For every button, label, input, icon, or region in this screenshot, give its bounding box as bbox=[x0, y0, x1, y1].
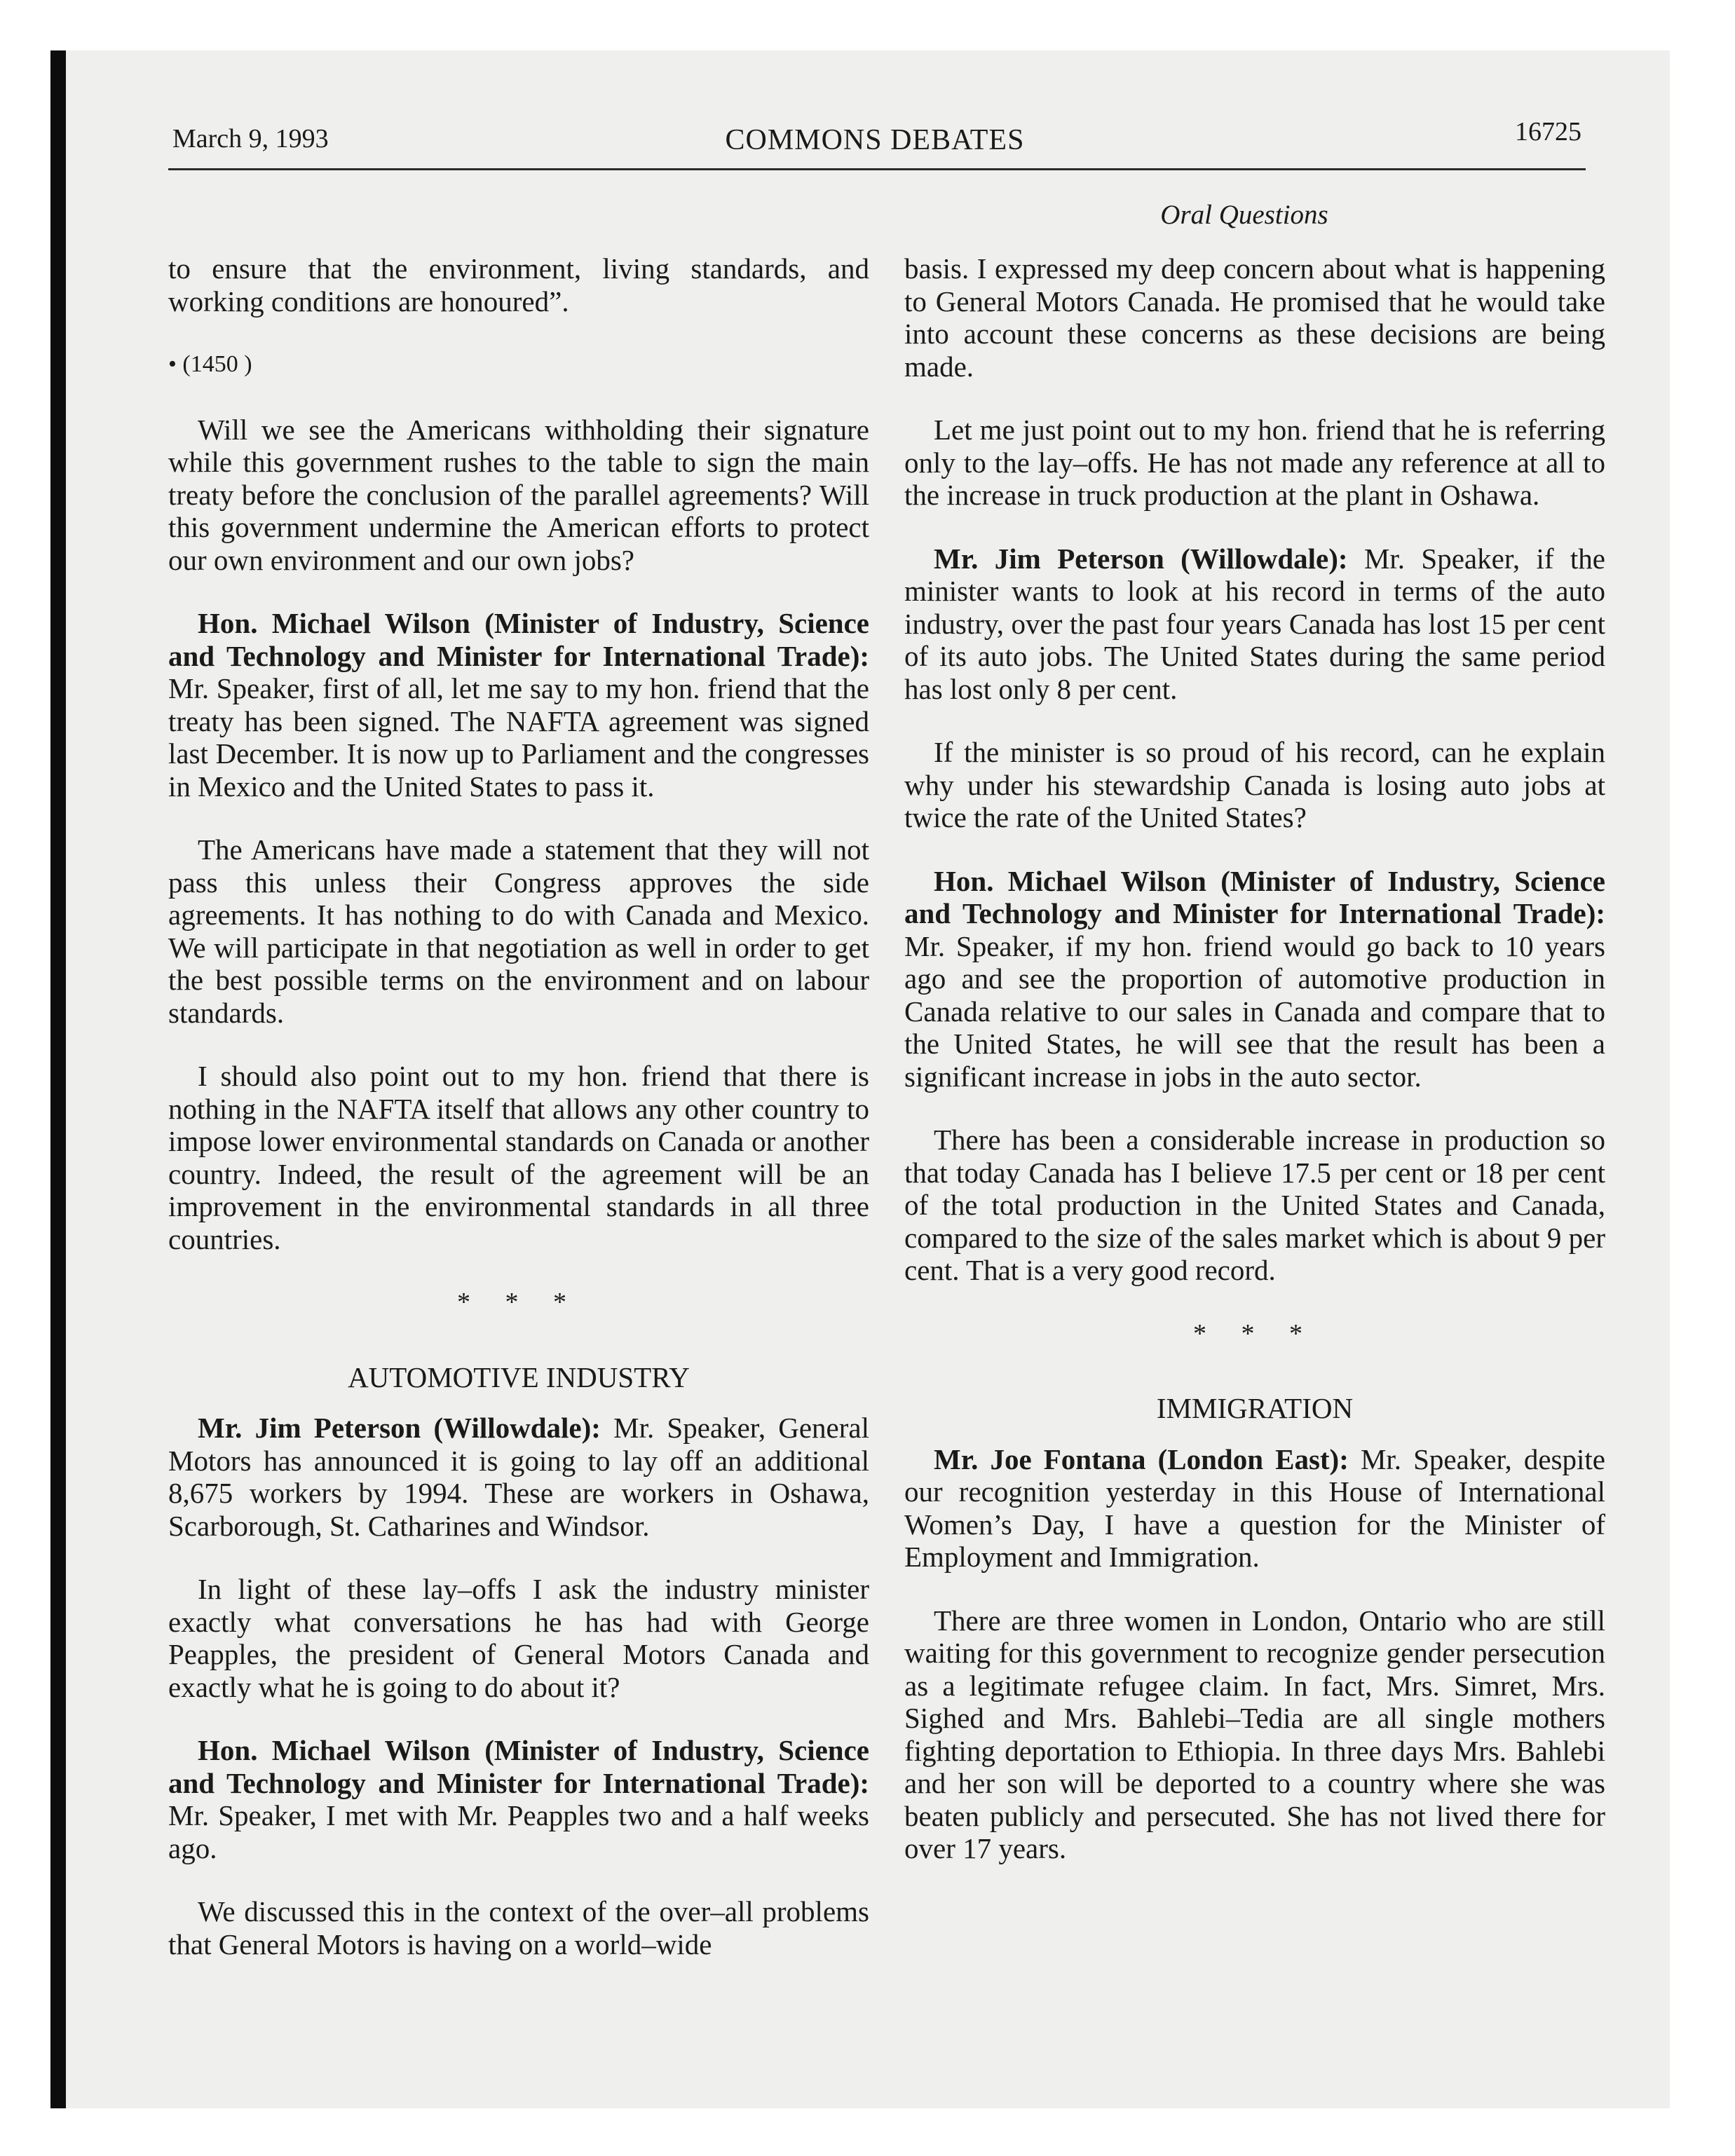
header-title: COMMONS DEBATES bbox=[725, 124, 1025, 156]
speech-text: Mr. Speaker, General Motors has announced it is going to lay off an additional 8,675 workers by 1994. These are workers in Oshawa, Scarborough, St. Catharines and Windsor. bbox=[168, 1412, 869, 1542]
speech-paragraph bbox=[168, 1412, 869, 1542]
paragraph: In light of these lay–offs I ask the industry minister exactly what conversations he has had with George Peapples, the president of General Motors Canada and exactly what he is going to do about it? bbox=[168, 1573, 869, 1703]
section-separator: * * * bbox=[1193, 1318, 1316, 1349]
speech-paragraph bbox=[904, 1443, 1605, 1574]
speech-text: Mr. Speaker, first of all, let me say to my hon. friend that the treaty has been signed. The NAFTA agreement was signed last December. It is now up to Parliament and the congresses in Mexico and the United States to pass it. bbox=[168, 672, 869, 803]
paragraph: I should also point out to my hon. friend that there is nothing in the NAFTA itself that allows any other country to impose lower environmental standards on Canada or another country. Indeed, the result of the agreement will be an improvement in the environmental standards in all three countries. bbox=[168, 1060, 869, 1255]
speech-text: Mr. Speaker, I met with Mr. Peapples two and a half weeks ago. bbox=[168, 1799, 869, 1864]
speech-paragraph bbox=[904, 543, 1605, 706]
section-header: Oral Questions bbox=[1160, 200, 1328, 230]
paragraph: The Americans have made a statement that they will not pass this unless their Congress approves the side agreements. It has nothing to do with Canada and Mexico. We will participate in that negotiation as well in order to get the best possible terms on the environment and on labour standards. bbox=[168, 833, 869, 1029]
timestamp: • (1450 ) bbox=[168, 351, 252, 377]
speaker-name: Hon. Michael Wilson (Minister of Industry, Science and Technology and Minister for International Trade): bbox=[168, 1734, 869, 1799]
speech-paragraph bbox=[904, 865, 1605, 1093]
speaker-name: Hon. Michael Wilson (Minister of Industry, Science and Technology and Minister for International Trade): bbox=[904, 864, 1605, 929]
speech-paragraph bbox=[168, 1734, 869, 1864]
page-header bbox=[168, 117, 1581, 170]
paragraph: to ensure that the environment, living standards, and working conditions are honoured”. bbox=[168, 252, 869, 318]
right-column bbox=[904, 252, 1605, 1896]
page-number: 16725 bbox=[1515, 117, 1581, 146]
speech-text: Mr. Speaker, despite our recognition yesterday in this House of International Women’s Day, I have a question for the Minister of Employment and Immigration. bbox=[904, 1442, 1605, 1573]
left-column bbox=[168, 252, 869, 1991]
paragraph: If the minister is so proud of his record, can he explain why under his stewardship Canada is losing auto jobs at twice the rate of the United States? bbox=[904, 736, 1605, 833]
paragraph: Will we see the Americans withholding their signature while this government rushes to the table to sign the main treaty before the conclusion of the parallel agreements? Will this government undermine the American efforts to protect our own environment and our own jobs? bbox=[168, 413, 869, 576]
paragraph: There are three women in London, Ontario who are still waiting for this government to recognize gender persecution as a legitimate refugee claim. In fact, Mrs. Simret, Mrs. Sighed and Mrs. Bahlebi–Tedia are all single mothers fighting deportation to Ethiopia. In three days Mrs. Bahlebi and her son will be deported to a country where she was beaten publicly and persecuted. She has not lived there for over 17 years. bbox=[904, 1604, 1605, 1864]
speech-paragraph bbox=[168, 607, 869, 803]
speech-text: Mr. Speaker, if my hon. friend would go back to 10 years ago and see the proportion of automotive production in Canada relative to our sales in Canada and compare that to the United States, he will see that the result has been a significant increase in jobs in the auto sector. bbox=[904, 929, 1605, 1093]
section-heading: IMMIGRATION bbox=[1156, 1392, 1354, 1424]
speech-text: Mr. Speaker, if the minister wants to look at his record in terms of the auto industry, over the past four years Canada has lost 15 per cent of its auto jobs. The United States during the same period has lost only 8 per cent. bbox=[904, 542, 1605, 705]
paragraph: There has been a considerable increase in production so that today Canada has I believe 17.5 per cent or 18 per cent of the total production in the United States and Canada, compared to the size of the sales market which is about 9 per cent. That is a very good record. bbox=[904, 1124, 1605, 1286]
paragraph: Let me just point out to my hon. friend that he is referring only to the lay–offs. He has not made any reference at all to the increase in truck production at the plant in Oshawa. bbox=[904, 414, 1605, 511]
speaker-name: Mr. Joe Fontana (London East): bbox=[934, 1442, 1349, 1475]
section-separator: * * * bbox=[457, 1288, 580, 1317]
scan-edge-shadow bbox=[50, 50, 66, 2108]
header-rule bbox=[168, 168, 1586, 170]
speaker-name: Mr. Jim Peterson (Willowdale): bbox=[934, 542, 1348, 575]
paragraph: basis. I expressed my deep concern about what is happening to General Motors Canada. He promised that he would take into account these concerns as these decisions are being made. bbox=[904, 252, 1605, 383]
section-heading: AUTOMOTIVE INDUSTRY bbox=[348, 1360, 690, 1393]
header-date: March 9, 1993 bbox=[172, 124, 329, 153]
speaker-name: Hon. Michael Wilson (Minister of Industry, Science and Technology and Minister for International Trade): bbox=[168, 607, 869, 672]
paragraph: We discussed this in the context of the over–all problems that General Motors is having on a world–wide bbox=[168, 1895, 869, 1960]
speaker-name: Mr. Jim Peterson (Willowdale): bbox=[198, 1412, 601, 1444]
